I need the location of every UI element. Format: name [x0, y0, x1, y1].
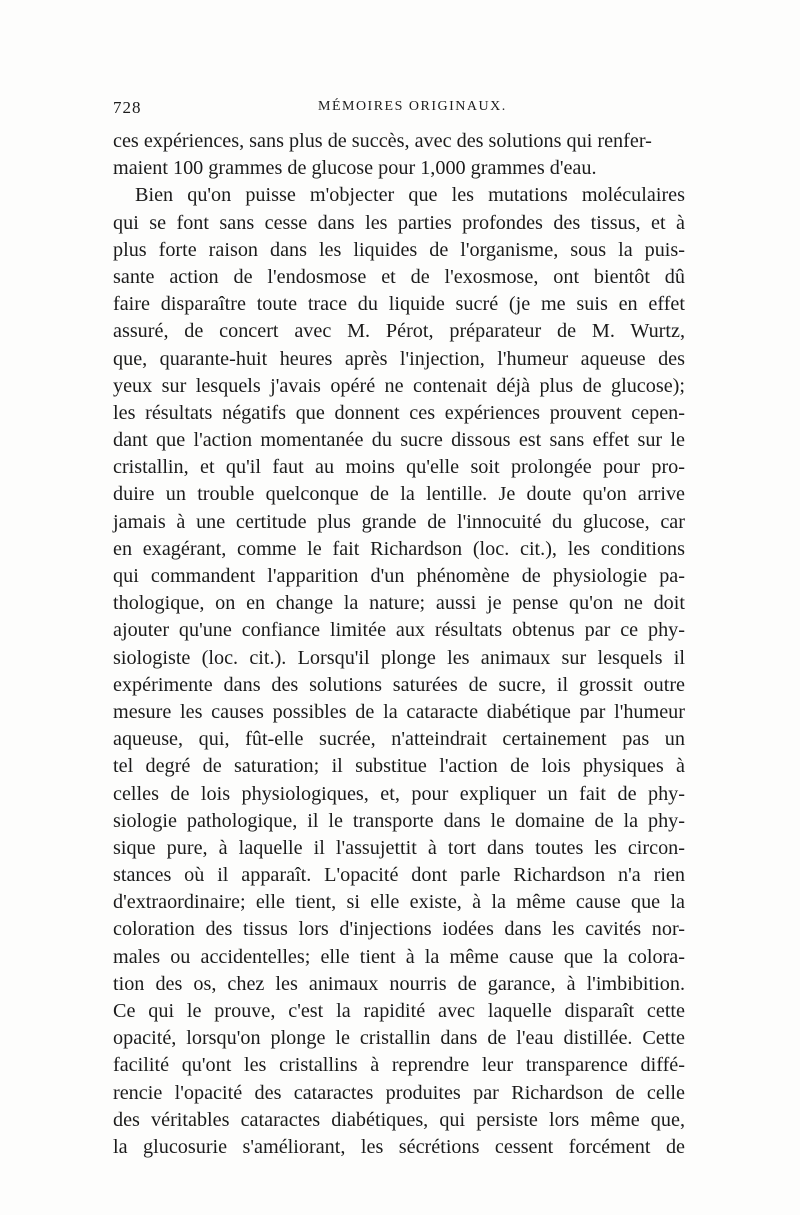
- text-line: males ou accidentelles; elle tient à la même cause que la colora-: [113, 945, 685, 968]
- text-line: maient 100 grammes de glucose pour 1,000 grammes d'eau.: [113, 157, 597, 180]
- text-line: yeux sur lesquels j'avais opéré ne contenait déjà plus de glucose);: [113, 374, 685, 397]
- text-line: mesure les causes possibles de la cataracte diabétique par l'humeur: [113, 700, 685, 723]
- text-line: opacité, lorsqu'on plonge le cristallin dans de l'eau distillée. Cette: [113, 1027, 685, 1050]
- text-line: les résultats négatifs que donnent ces expériences prouvent cepen-: [113, 401, 685, 424]
- text-line: dant que l'action momentanée du sucre dissous est sans effet sur le: [113, 429, 685, 452]
- text-line: siologie pathologique, il le transporte dans le domaine de la phy-: [113, 809, 685, 832]
- body-text: [113, 128, 685, 1161]
- text-line: stances où il apparaît. L'opacité dont parle Richardson n'a rien: [113, 864, 685, 887]
- text-line: la glucosurie s'améliorant, les sécrétions cessent forcément de: [113, 1135, 685, 1158]
- text-line: thologique, on en change la nature; aussi je pense qu'on ne doit: [113, 592, 685, 615]
- text-line: qui commandent l'apparition d'un phénomène de physiologie pa-: [113, 565, 685, 587]
- text-line: tion des os, chez les animaux nourris de garance, à l'imbibition.: [113, 972, 685, 995]
- text-line: tel degré de saturation; il substitue l'action de lois physiques à: [113, 755, 685, 778]
- text-line: assuré, de concert avec M. Pérot, préparateur de M. Wurtz,: [113, 320, 685, 343]
- text-line: siologiste (loc. cit.). Lorsqu'il plonge les animaux sur lesquels il: [113, 646, 685, 669]
- text-line: sante action de l'endosmose et de l'exosmose, ont bientôt dû: [113, 265, 685, 288]
- text-line: facilité qu'ont les cristallins à reprendre leur transparence diffé-: [113, 1054, 685, 1077]
- text-line: duire un trouble quelconque de la lentille. Je doute qu'on arrive: [113, 483, 685, 506]
- text-line: sique pure, à laquelle il l'assujettit à tort dans toutes les circon-: [113, 836, 685, 859]
- page-header: [113, 98, 685, 120]
- text-line: faire disparaître toute trace du liquide sucré (je me suis en effet: [113, 293, 685, 316]
- text-line: plus forte raison dans les liquides de l'organisme, sous la puis-: [113, 238, 685, 261]
- text-line: aqueuse, qui, fût-elle sucrée, n'atteindrait certainement pas un: [113, 728, 685, 751]
- text-line: ajouter qu'une confiance limitée aux résultats obtenus par ce phy-: [113, 619, 685, 642]
- text-line: en exagérant, comme le fait Richardson (loc. cit.), les conditions: [113, 537, 685, 560]
- running-title: MÉMOIRES ORIGINAUX.: [318, 99, 507, 114]
- text-line: que, quarante-huit heures après l'injection, l'humeur aqueuse des: [113, 347, 685, 370]
- paragraph-first-line: Bien qu'on puisse m'objecter que les mutations moléculaires: [135, 184, 685, 207]
- text-line: celles de lois physiologiques, et, pour expliquer un fait de phy-: [113, 782, 685, 805]
- text-line: jamais à une certitude plus grande de l'innocuité du glucose, car: [113, 510, 685, 533]
- text-line: Ce qui le prouve, c'est la rapidité avec laquelle disparaît cette: [113, 1000, 685, 1022]
- page-number: 728: [113, 98, 142, 117]
- text-line: qui se font sans cesse dans les parties profondes des tissus, et à: [113, 211, 685, 234]
- text-line: cristallin, et qu'il faut au moins qu'elle soit prolongée pour pro-: [113, 456, 685, 479]
- text-line: expérimente dans des solutions saturées de sucre, il grossit outre: [113, 673, 685, 696]
- text-line: d'extraordinaire; elle tient, si elle existe, à la même cause que la: [113, 891, 685, 914]
- text-line: rencie l'opacité des cataractes produites par Richardson de celle: [113, 1081, 685, 1104]
- text-line: ces expériences, sans plus de succès, avec des solutions qui renfer-: [113, 130, 652, 152]
- text-line: des véritables cataractes diabétiques, qui persiste lors même que,: [113, 1108, 685, 1131]
- text-line: coloration des tissus lors d'injections iodées dans les cavités nor-: [113, 918, 685, 941]
